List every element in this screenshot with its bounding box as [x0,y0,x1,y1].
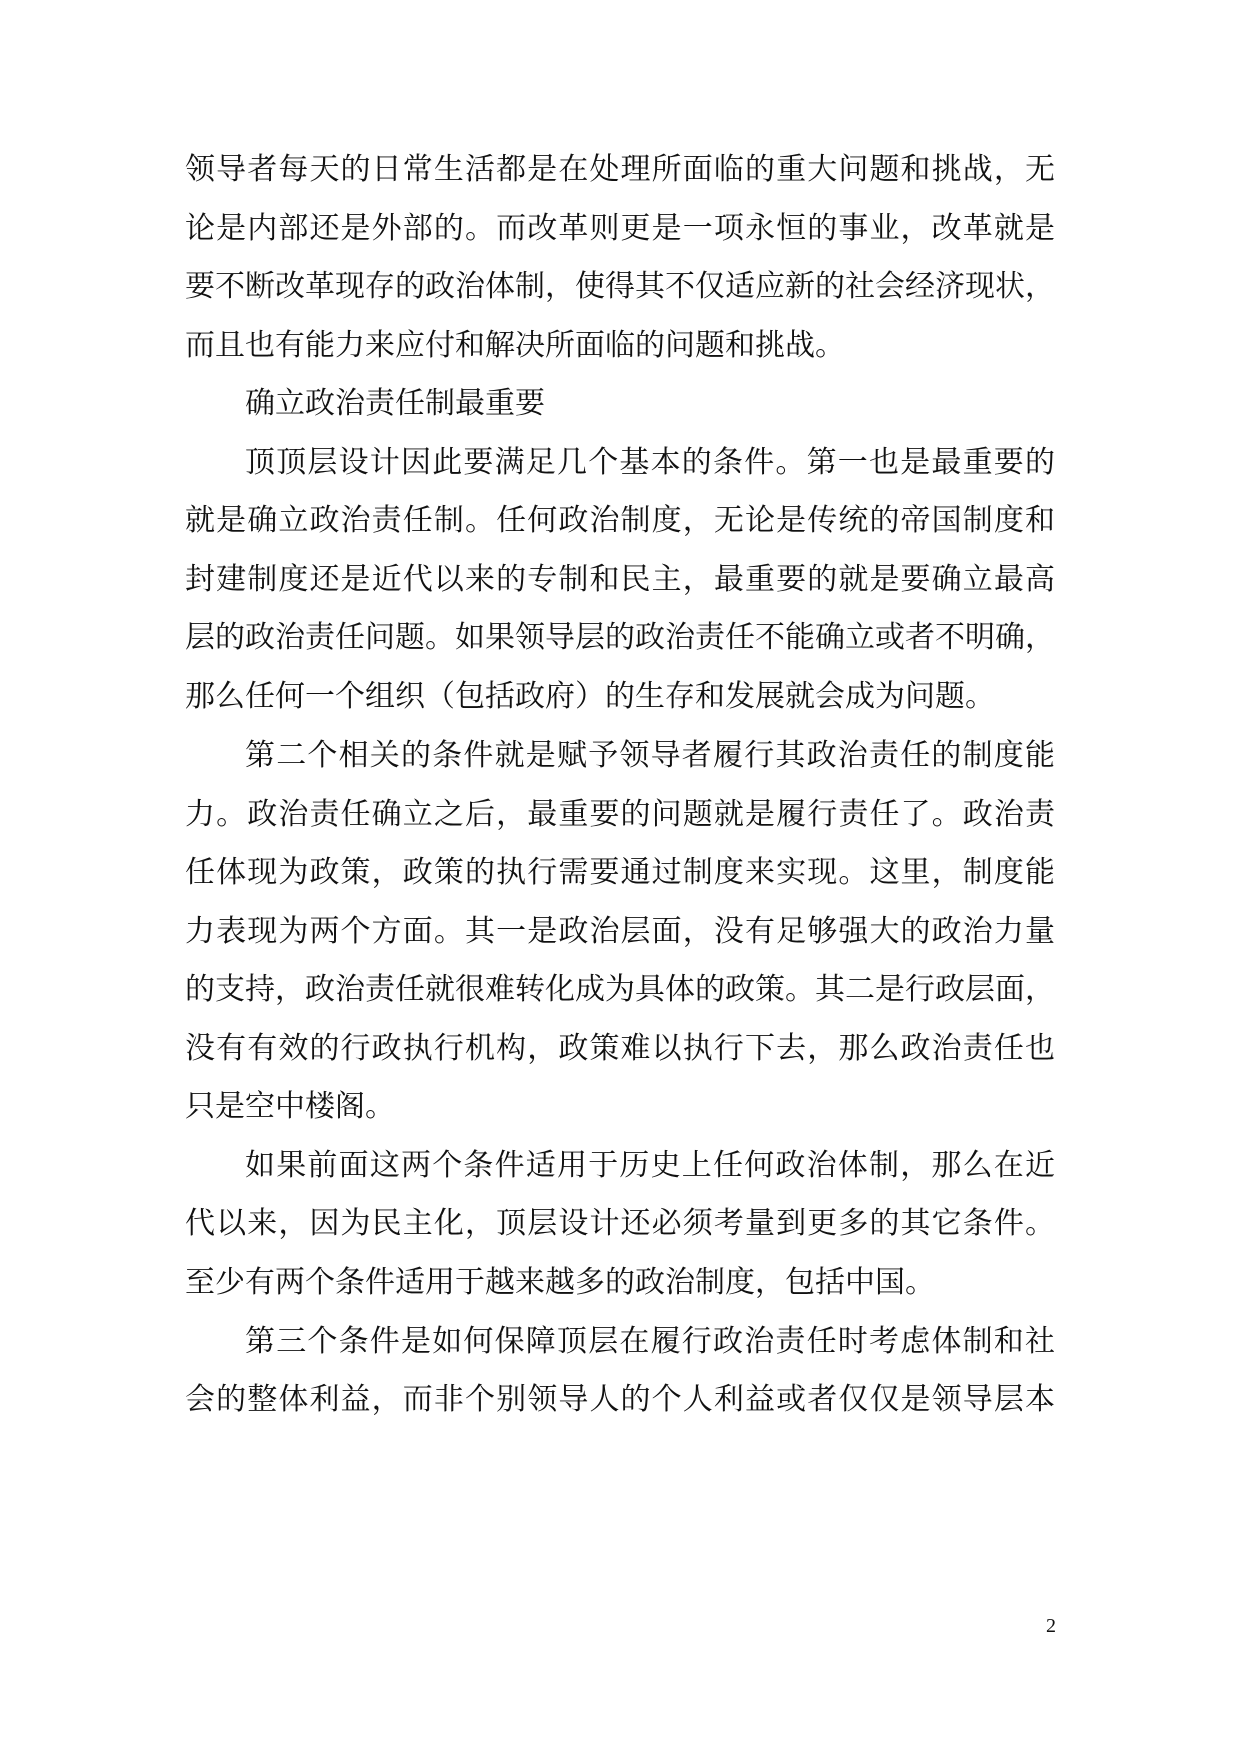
text-line: 要不断改革现存的政治体制，使得其不仅适应新的社会经济现状， [185,269,1055,304]
text-line: 任体现为政策，政策的执行需要通过制度来实现。这里，制度能 [185,855,1055,890]
text-line: 层的政治责任问题。如果领导层的政治责任不能确立或者不明确， [185,620,1055,655]
text-line: 没有有效的行政执行机构，政策难以执行下去，那么政治责任也 [185,1031,1055,1066]
text-line: 至少有两个条件适用于越来越多的政治制度，包括中国。 [185,1265,935,1300]
text-line: 论是内部还是外部的。而改革则更是一项永恒的事业，改革就是 [185,211,1055,246]
text-line: 会的整体利益，而非个别领导人的个人利益或者仅仅是领导层本 [185,1382,1055,1417]
text-line: 封建制度还是近代以来的专制和民主，最重要的就是要确立最高 [185,562,1055,597]
text-line: 的支持，政治责任就很难转化成为具体的政策。其二是行政层面， [185,972,1055,1007]
text-line: 如果前面这两个条件适用于历史上任何政治体制，那么在近 [245,1148,1055,1183]
text-line: 力表现为两个方面。其一是政治层面，没有足够强大的政治力量 [185,914,1055,949]
text-line: 顶顶层设计因此要满足几个基本的条件。第一也是最重要的 [245,445,1055,480]
text-line: 第三个条件是如何保障顶层在履行政治责任时考虑体制和社 [245,1324,1055,1359]
text-line: 领导者每天的日常生活都是在处理所面临的重大问题和挑战，无 [185,152,1055,187]
text-line: 就是确立政治责任制。任何政治制度，无论是传统的帝国制度和 [185,503,1055,538]
section-heading: 确立政治责任制最重要 [245,386,545,421]
text-line: 只是空中楼阁。 [185,1089,395,1124]
text-line: 那么任何一个组织（包括政府）的生存和发展就会成为问题。 [185,679,995,714]
page-number: 2 [1046,1615,1056,1637]
text-line: 代以来，因为民主化，顶层设计还必须考量到更多的其它条件。 [185,1206,1055,1241]
text-line: 而且也有能力来应付和解决所面临的问题和挑战。 [185,328,845,363]
text-line: 第二个相关的条件就是赋予领导者履行其政治责任的制度能 [245,738,1055,773]
text-line: 力。政治责任确立之后，最重要的问题就是履行责任了。政治责 [185,797,1055,832]
